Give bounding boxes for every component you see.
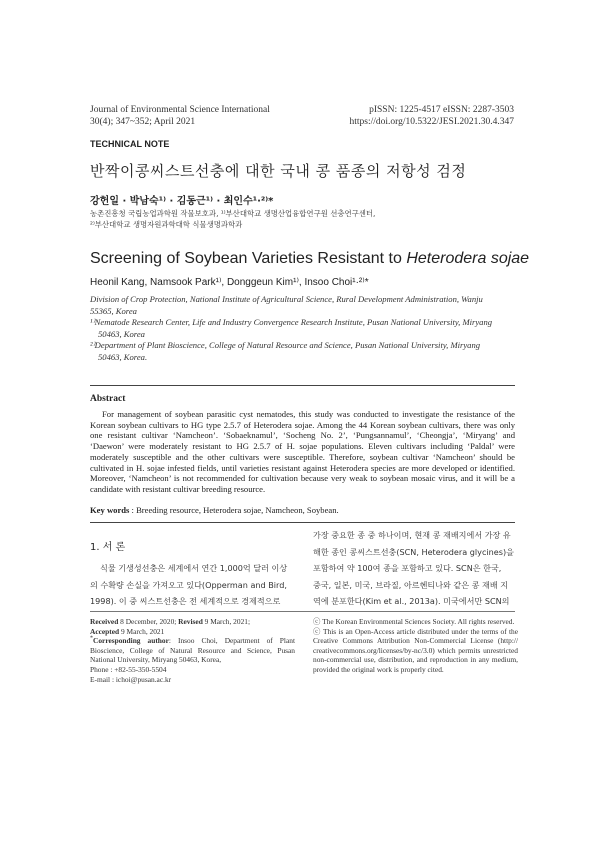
body-left-column bbox=[90, 560, 300, 610]
email-link[interactable]: E-mail : ichoi@pusan.ac.kr bbox=[90, 674, 172, 684]
received-label: Received bbox=[90, 617, 119, 626]
doi-link[interactable]: https://doi.org/10.5322/JESI.2021.30.4.347 bbox=[349, 117, 514, 127]
body-line: 식물 기생성선충은 세계에서 연간 1,000억 달러 이상 bbox=[100, 563, 288, 573]
body-line: 포함하여 약 100여 종을 포함하고 있다. SCN은 한국, bbox=[313, 563, 502, 573]
revised-label: Revised bbox=[178, 617, 203, 626]
keywords bbox=[90, 505, 515, 516]
body-line: 의 수확량 손실을 가져오고 있다(Opperman and Bird, bbox=[90, 579, 287, 590]
abstract-heading: Abstract bbox=[90, 394, 126, 404]
affiliation-kr-line: ²⁾부산대학교 생명자원과학대학 식물생명과학과 bbox=[90, 220, 243, 229]
body-line: 역에 분포한다(Kim et al., 2013a). 미국에서만 SCN의 bbox=[313, 596, 510, 606]
accepted-line bbox=[90, 627, 295, 637]
affiliation-en-line: ²⁾Department of Plant Bioscience, College of Natural Resource and Science, Pusan National University, Miryang bbox=[90, 340, 481, 350]
title-english bbox=[90, 250, 529, 268]
affiliation-en-line: ¹⁾Nematode Research Center, Life and Industry Convergence Research Institute, Pusan National University, Miryang bbox=[90, 317, 493, 327]
body-line: 중국, 일본, 미국, 브라질, 아르헨티나와 같은 콩 재배 지 bbox=[313, 579, 509, 590]
received-line bbox=[90, 617, 295, 627]
footer-divider bbox=[90, 611, 515, 612]
issn: pISSN: 1225-4517 eISSN: 2287-3503 bbox=[369, 105, 514, 115]
affiliation-en-line: 55365, Korea bbox=[90, 305, 137, 316]
keywords-divider bbox=[90, 522, 515, 523]
revised-date: 9 March, 2021; bbox=[202, 617, 251, 626]
received-date: 8 December, 2020; bbox=[118, 617, 179, 626]
accepted-date: 9 March, 2021 bbox=[119, 626, 165, 636]
corresponding-label: Corresponding author bbox=[93, 636, 169, 646]
affiliation-en-line: Division of Crop Protection, National Institute of Agricultural Science, Rural Development Administration, Wanju bbox=[90, 294, 483, 304]
phone: Phone : +82-55-350-5504 bbox=[90, 664, 167, 674]
section-heading: 1. 서 론 bbox=[90, 542, 126, 553]
authors-english: Heonil Kang, Namsook Park¹⁾, Donggeun Kim¹⁾, Insoo Choi¹·²⁾* bbox=[90, 277, 369, 288]
abstract-divider bbox=[90, 385, 515, 386]
affiliation-en-line: 50463, Korea. bbox=[98, 351, 148, 362]
license-notice: ⓒ This is an Open-Access article distributed under the terms of the Creative Commons Attribution Non-Commercial License (http:// creativecommons.org/licenses/by-nc/3.0) which permits unrestricted non-commercial use, distribution, and reproduction in any medium, provided the original work is properly cited. bbox=[313, 626, 518, 674]
footnote-left bbox=[90, 617, 295, 684]
note-label: TECHNICAL NOTE bbox=[90, 139, 170, 149]
journal-name: Journal of Environmental Science International bbox=[90, 105, 270, 115]
affiliation-kr-line: 농촌진흥청 국립농업과학원 작물보호과, ¹⁾부산대학교 생명산업융합연구원 선충연구센터, bbox=[90, 209, 376, 218]
title-english-species: Heterodera sojae bbox=[406, 250, 530, 267]
authors-korean: 강헌일 · 박남숙¹⁾ · 김동근¹⁾ · 최인수¹·²⁾* bbox=[90, 196, 274, 207]
body-line: 해한 종인 콩씨스트선충(SCN, Heterodera glycines)을 bbox=[313, 546, 514, 557]
corresponding-line: *Corresponding author: Insoo Choi, Department of Plant Bioscience, College of Natural Resource and Science, Pusan National University, Miryang 50463, Korea, bbox=[90, 635, 295, 665]
corresponding-text: : Insoo Choi, Department of Plant Bioscience, College of Natural Resource and Science, Pusan National University, Miryang 50463, Korea, bbox=[90, 636, 295, 665]
body-line: 가장 중요한 종 중 하나이며, 현재 콩 재배지에서 가장 유 bbox=[313, 530, 511, 540]
journal-header bbox=[90, 104, 270, 128]
abstract-text: For management of soybean parasitic cyst nematodes, this study was conducted to investigate the resistance of the Korean soybean cultivars to HG type 2.5.7 of Heterodera sojae. Among the 44 Korean soybean cultivars, there was only one resistant cultivar ‘Namcheon’. ‘Sobaeknamul’, ‘Socheng No. 2’, ‘Pungsannamul’, ‘Cheongja’, ‘Miryang’ and ‘Daewon’ were moderately resistant to HG 2.5.7 of H. sojae populations. Eleven cultivars including ‘Paldal’ were moderately susceptible and the other cultivars were susceptible. Therefore, soybean cultivar ‘Namcheon’ should be cultivated in H. sojae infested fields, until varieties resistant against Heterodera species are more developed or identified. Moreover, ‘Namcheon’ is not recommended for cultivation because very weak to soybean mosaic virus, and it will be a candidate with resistant cultivar breeding resource. bbox=[90, 409, 515, 494]
accepted-label: Accepted bbox=[90, 626, 120, 636]
title-korean: 반짝이콩씨스트선충에 대한 국내 콩 품종의 저항성 검정 bbox=[90, 162, 467, 180]
title-english-text: Screening of Soybean Varieties Resistant to bbox=[90, 250, 407, 267]
footnote-right bbox=[313, 617, 518, 675]
copyright-notice: ⓒ The Korean Environmental Sciences Society. All rights reserved. bbox=[313, 617, 515, 626]
keywords-label: Key words bbox=[90, 505, 130, 515]
journal-volume: 30(4); 347~352; April 2021 bbox=[90, 117, 196, 127]
affiliations-korean bbox=[90, 208, 375, 230]
journal-ids bbox=[349, 104, 514, 128]
body-line: 1998). 이 중 씨스트선충은 전 세계적으로 경제적으로 bbox=[90, 596, 281, 606]
body-right-column bbox=[313, 527, 518, 610]
affiliation-en-line: 50463, Korea bbox=[98, 328, 145, 339]
affiliations-english bbox=[90, 294, 515, 363]
keywords-text: : Breeding resource, Heterodera sojae, Namcheon, Soybean. bbox=[129, 505, 339, 515]
